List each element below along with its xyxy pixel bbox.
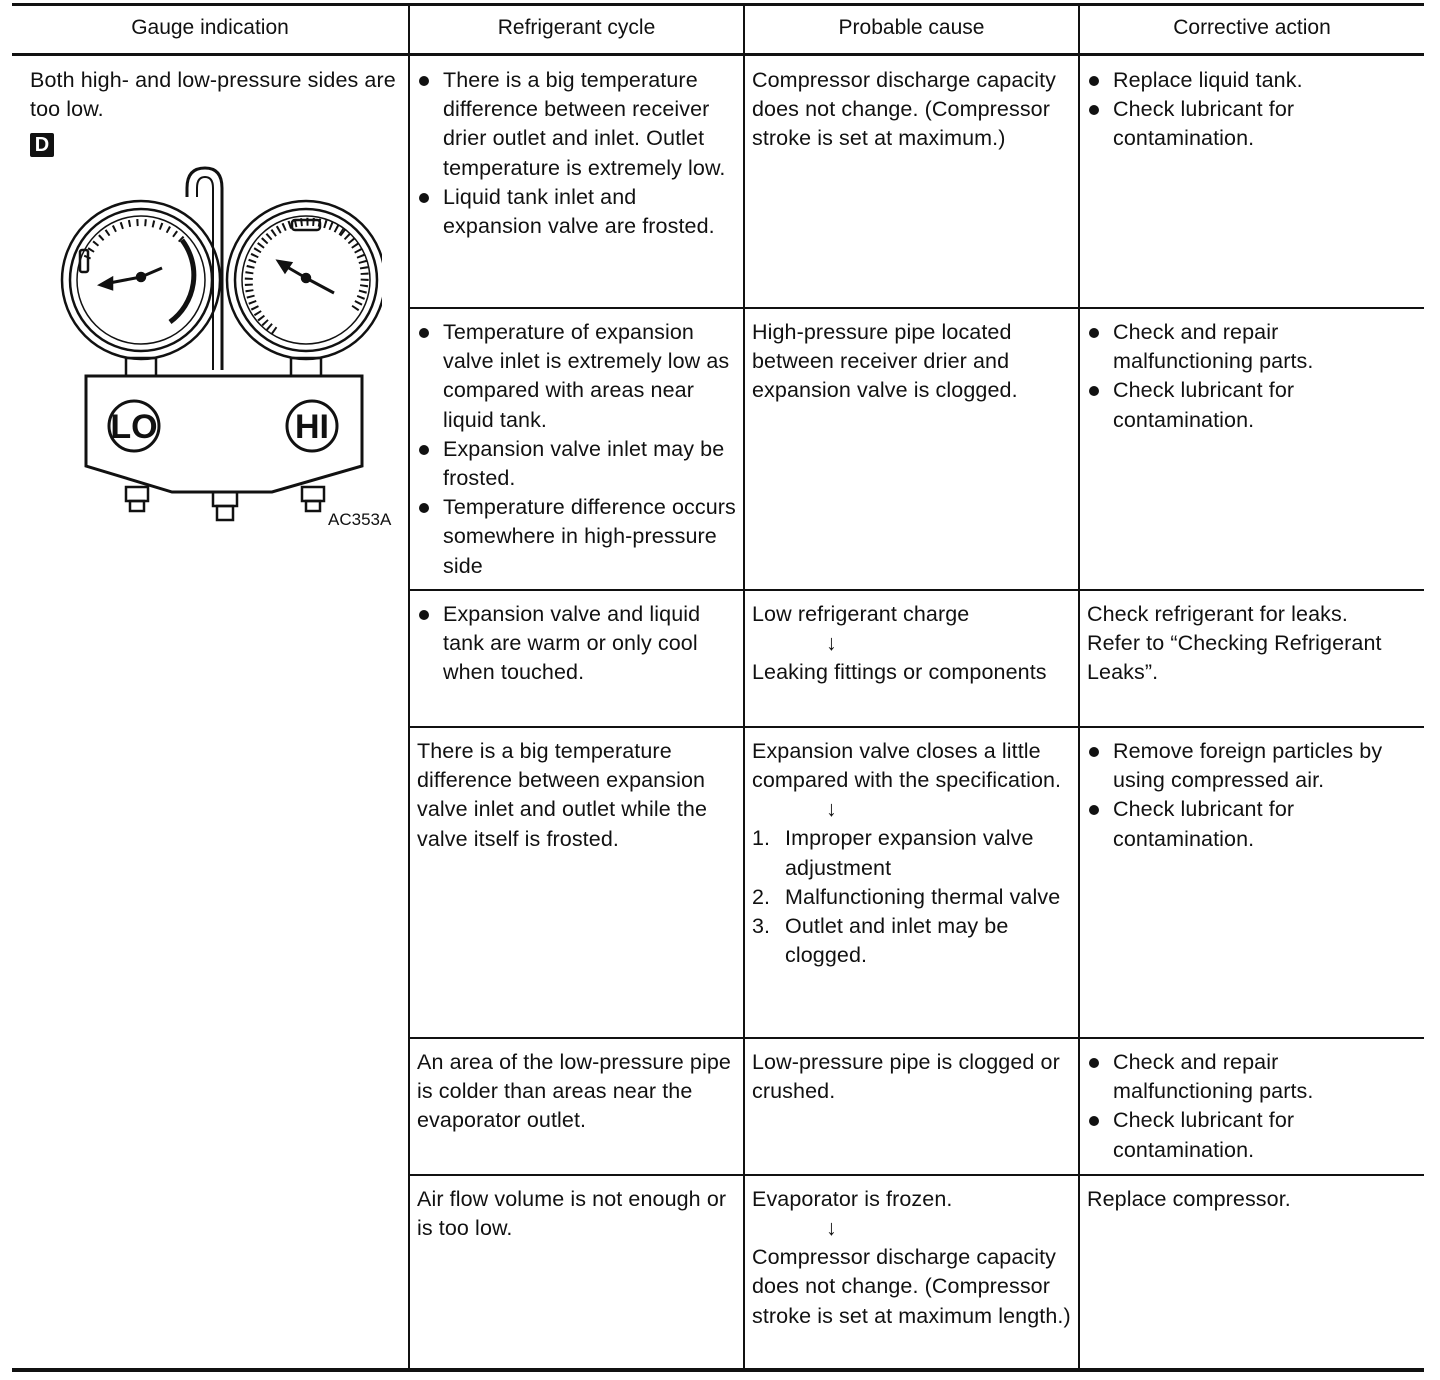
column-divider	[743, 3, 745, 1370]
cause-text: Evaporator is frozen.	[752, 1187, 953, 1211]
row2-action	[1087, 318, 1417, 435]
list-item	[752, 912, 1074, 970]
list-item: Check lubricant for contamination.	[1087, 376, 1417, 434]
row5-cause: Low-pressure pipe is clogged or crushed.	[752, 1050, 1060, 1104]
header-refrigerant-cycle: Refrigerant cycle	[497, 16, 656, 39]
list-text: Improper expansion valve adjustment	[785, 826, 1034, 880]
list-item: Replace liquid tank.	[1087, 66, 1417, 95]
header-probable-cause: Probable cause	[838, 16, 985, 39]
row6-cause	[752, 1185, 1072, 1331]
row6-cycle: Air flow volume is not enough or is too low.	[417, 1187, 727, 1241]
list-item	[752, 883, 1074, 912]
hi-label: HI	[295, 408, 329, 446]
row5-action	[1087, 1048, 1417, 1165]
row-divider	[409, 307, 1424, 309]
list-item: Remove foreign particles by using compressed air.	[1087, 737, 1417, 795]
column-divider	[408, 3, 410, 1370]
down-arrow-icon: ↓	[826, 631, 837, 656]
gauge-indication-text: Both high- and low-pressure sides are too low.	[30, 68, 396, 122]
table-top-rule	[12, 3, 1424, 6]
list-item	[752, 824, 1074, 882]
list-text: Outlet and inlet may be clogged.	[785, 914, 1009, 968]
list-item: There is a big temperature difference between receiver drier outlet and inlet. Outlet temperature is extremely low.	[417, 66, 739, 183]
down-arrow-icon: ↓	[826, 797, 837, 822]
row2-cause: High-pressure pipe located between receiver drier and expansion valve is clogged.	[752, 320, 1018, 403]
cause-text: Leaking fittings or components	[752, 660, 1047, 685]
list-item: Check lubricant for contamination.	[1087, 795, 1417, 853]
row-divider	[409, 726, 1424, 728]
list-item: Liquid tank inlet and expansion valve are frosted.	[417, 183, 739, 241]
list-number: 2.	[752, 884, 771, 909]
row-divider	[409, 1174, 1424, 1176]
table-bottom-rule	[12, 1368, 1424, 1372]
down-arrow-icon: ↓	[826, 1216, 837, 1241]
row1-cause: Compressor discharge capacity does not change. (Compressor stroke is set at maximum.)	[752, 68, 1057, 151]
header-corrective-action: Corrective action	[1173, 16, 1331, 39]
header-gauge-indication: Gauge indication	[131, 16, 289, 39]
figure-code: AC353A	[328, 510, 392, 529]
gauge-manifold-figure	[42, 160, 382, 530]
row6-action: Replace compressor.	[1087, 1187, 1291, 1211]
row4-cause	[752, 737, 1074, 970]
lo-label: LO	[110, 408, 158, 446]
list-item: Check and repair malfunctioning parts.	[1087, 1048, 1417, 1106]
row4-action	[1087, 737, 1417, 854]
row3-cycle	[417, 600, 739, 688]
lo-gauge-icon	[62, 201, 220, 376]
row-divider	[409, 1037, 1424, 1039]
cause-text: Compressor discharge capacity does not change. (Compressor stroke is set at maximum length.)	[752, 1245, 1071, 1328]
list-item: Temperature of expansion valve inlet is extremely low as compared with areas near liquid tank.	[417, 318, 739, 435]
list-number: 1.	[752, 826, 771, 851]
gauge-indication-cell	[30, 66, 400, 160]
cause-text: Low refrigerant charge	[752, 602, 970, 626]
list-item: Check and repair malfunctioning parts.	[1087, 318, 1417, 376]
row2-cycle	[417, 318, 739, 581]
row1-action	[1087, 66, 1417, 154]
header-bottom-rule	[12, 53, 1424, 56]
list-item: Temperature difference occurs somewhere in high-pressure side	[417, 493, 739, 581]
list-item: Expansion valve inlet may be frosted.	[417, 435, 739, 493]
row3-cause	[752, 600, 1072, 687]
diagnosis-table	[12, 0, 1424, 1373]
row3-action: Check refrigerant for leaks. Refer to “Checking Refrigerant Leaks”.	[1087, 602, 1382, 685]
column-divider	[1078, 3, 1080, 1370]
d-badge-icon: D	[30, 133, 54, 157]
row5-cycle: An area of the low-pressure pipe is colder than areas near the evaporator outlet.	[417, 1050, 731, 1133]
row4-cycle: There is a big temperature difference between expansion valve inlet and outlet while the valve itself is frosted.	[417, 739, 708, 851]
hi-gauge-icon	[227, 201, 382, 376]
list-item: Check lubricant for contamination.	[1087, 95, 1417, 153]
row1-cycle	[417, 66, 739, 241]
list-item: Check lubricant for contamination.	[1087, 1106, 1417, 1164]
list-item: Expansion valve and liquid tank are warm or only cool when touched.	[417, 600, 739, 688]
list-number: 3.	[752, 914, 771, 939]
cause-text: Expansion valve closes a little compared with the specification.	[752, 739, 1062, 793]
row-divider	[409, 589, 1424, 591]
list-text: Malfunctioning thermal valve	[785, 884, 1061, 909]
